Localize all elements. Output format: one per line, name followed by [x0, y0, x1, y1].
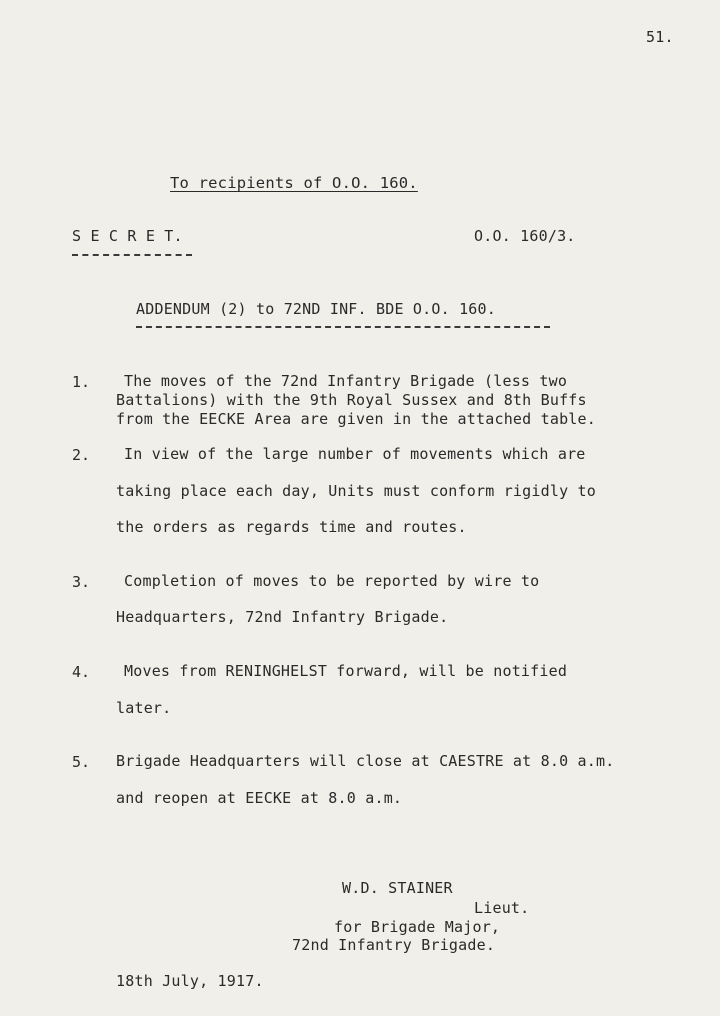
order-reference: O.O. 160/3.: [474, 227, 576, 245]
paragraph-number: 3.: [72, 573, 91, 591]
paragraph-line: Moves from RENINGHELST forward, will be notified: [124, 662, 568, 680]
paragraph-line: Completion of moves to be reported by wire to: [124, 572, 540, 590]
classification: S E C R E T.: [72, 227, 183, 245]
signatory-name: W.D. STAINER: [342, 879, 453, 897]
paragraph-line: In view of the large number of movements which are: [124, 445, 586, 463]
heading-underline: [136, 326, 550, 328]
page-number: 51.: [646, 28, 674, 46]
signatory-role: for Brigade Major,: [334, 918, 501, 936]
recipients-line: To recipients of O.O. 160.: [170, 174, 418, 192]
paragraph-line: from the EECKE Area are given in the attached table.: [116, 410, 596, 428]
paragraph-line: the orders as regards time and routes.: [116, 518, 467, 536]
paragraph-line: Headquarters, 72nd Infantry Brigade.: [116, 608, 449, 626]
paragraph-number: 1.: [72, 373, 91, 391]
paragraph-number: 4.: [72, 663, 91, 681]
paragraph-line: Brigade Headquarters will close at CAESTRE at 8.0 a.m.: [116, 752, 615, 770]
paragraph-line: taking place each day, Units must conform rigidly to: [116, 482, 596, 500]
paragraph-line: and reopen at EECKE at 8.0 a.m.: [116, 789, 403, 807]
paragraph-line: The moves of the 72nd Infantry Brigade (less two: [124, 372, 568, 390]
addendum-heading: ADDENDUM (2) to 72ND INF. BDE O.O. 160.: [136, 300, 496, 318]
classification-underline: [72, 254, 192, 256]
signatory-unit: 72nd Infantry Brigade.: [292, 936, 496, 954]
signatory-rank: Lieut.: [474, 899, 530, 917]
paragraph-number: 5.: [72, 753, 91, 771]
paragraph-line: later.: [116, 699, 172, 717]
document-date: 18th July, 1917.: [116, 972, 264, 990]
paragraph-line: Battalions) with the 9th Royal Sussex and 8th Buffs: [116, 391, 587, 409]
paragraph-number: 2.: [72, 446, 91, 464]
